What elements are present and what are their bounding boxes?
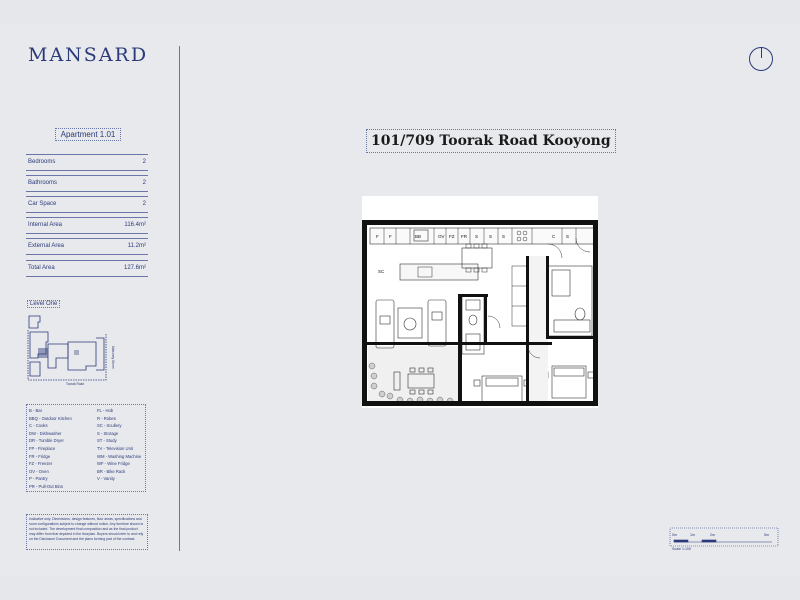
level-label: Level One (27, 300, 60, 308)
floor-plan (362, 196, 598, 408)
keyplan-unit-highlight (74, 350, 79, 355)
legend-item: PR - Pull-Out Bins (29, 483, 63, 489)
scale-mark-label: 1m (690, 533, 695, 537)
scale-bar (668, 526, 780, 552)
keyplan-block (29, 316, 40, 328)
plan-code-label: FR (461, 234, 467, 239)
disclaimer-text: Indicative only. Dimensions, design features, floor areas, specifications and room configurations subject to change without notice. Any furniture shown is not included. The development final composition and as the final product may differ from that depicted in the floorplan. Buyers should refer to and rely on the Disclosure Document and the plans forming part of the contract. (26, 514, 148, 550)
spec-row-car-space (26, 196, 148, 213)
spec-label: External Area (28, 243, 65, 249)
legend-item: TV - Television Unit (97, 445, 133, 451)
property-address: 101/709 Toorak Road Kooyong (366, 129, 616, 153)
legend-item: FZ - Freezer (29, 461, 53, 467)
divider (179, 46, 180, 551)
spec-row-total-area (26, 260, 148, 277)
spec-row-external-area (26, 238, 148, 255)
plan-code-label: BB (415, 234, 422, 239)
keyplan-street-label: Mahoney Street (111, 346, 115, 369)
legend-item: DW - Dishwasher (29, 430, 62, 436)
keyplan-unit-highlight (38, 348, 48, 358)
legend-item: BBQ - Outdoor Kitchen (29, 415, 72, 421)
legend-column-right (97, 407, 141, 483)
spec-value: 2 (142, 201, 146, 207)
legend-item: FR - Fridge (29, 453, 51, 459)
legend-item: FP - Fireplace (29, 445, 56, 451)
legend-item: R - Robes (97, 415, 116, 421)
legend-item: V - Vanity (97, 476, 115, 482)
brand-logo: MANSARD (28, 44, 149, 66)
plan-code-label: S (566, 234, 570, 239)
plan-code-label: F (389, 234, 392, 239)
north-compass-icon (749, 47, 773, 71)
spec-label: Total Area (28, 265, 55, 271)
spec-label: Bedrooms (28, 159, 56, 165)
legend-item: S - Storage (97, 430, 119, 436)
apartment-title: Apartment 1.01 (55, 128, 121, 141)
keyplan-road-label: Toorak Road (66, 382, 85, 386)
keyplan-map (26, 314, 118, 386)
plan-code-label: S (475, 234, 479, 239)
legend-item: C - Cooks (29, 423, 48, 429)
scale-ratio-label: Scale 1:100 (672, 547, 691, 551)
plan-code-label: C (552, 234, 556, 239)
spec-value: 2 (142, 159, 146, 165)
keyplan-block (96, 338, 104, 370)
spec-row-bathrooms (26, 175, 148, 192)
spec-label: Internal Area (28, 222, 63, 228)
spec-value: 116.4m² (124, 222, 146, 228)
legend-item: ST - Study (97, 438, 117, 444)
keyplan-block (68, 342, 96, 370)
kitchen-bench (370, 228, 594, 244)
spec-row-bedrooms (26, 154, 148, 171)
spec-label: Car Space (28, 201, 57, 207)
scale-mark-label: 0m (672, 533, 677, 537)
plan-code-label: S (502, 234, 506, 239)
spec-value: 127.6m² (123, 265, 146, 271)
spec-value: 2 (142, 180, 146, 186)
legend-item: WM - Washing Machine (97, 453, 142, 459)
plan-code-label: FZ (449, 234, 455, 239)
legend-item: DR - Tumble Dryer (29, 438, 64, 444)
legend-item: P - Pantry (29, 476, 48, 482)
legend-item: FL - Hob (97, 408, 114, 413)
legend-item: BR - Bike Rack (97, 468, 126, 474)
floorplan-sheet (0, 24, 800, 576)
legend-item: OV - Oven (29, 468, 49, 474)
abbreviation-legend (26, 404, 146, 492)
hallway-floor (528, 256, 548, 404)
plan-code-label: SC (378, 269, 385, 274)
plan-code-label: OV (438, 234, 445, 239)
spec-row-internal-area (26, 217, 148, 234)
plan-code-label: F (376, 234, 379, 239)
scale-mark-label: 5m (764, 533, 769, 537)
legend-item: WF - Wine Fridge (97, 461, 130, 467)
scale-mark-label: 2m (710, 533, 715, 537)
spec-label: Bathrooms (28, 180, 58, 186)
spec-value: 11.2m² (127, 243, 146, 249)
keyplan-block (48, 344, 68, 368)
keyplan-block (30, 362, 40, 376)
legend-item: SC - Scullery (97, 423, 122, 429)
plan-code-label: S (489, 234, 493, 239)
legend-column-left (29, 407, 72, 491)
legend-item: B - Bar (29, 408, 43, 413)
